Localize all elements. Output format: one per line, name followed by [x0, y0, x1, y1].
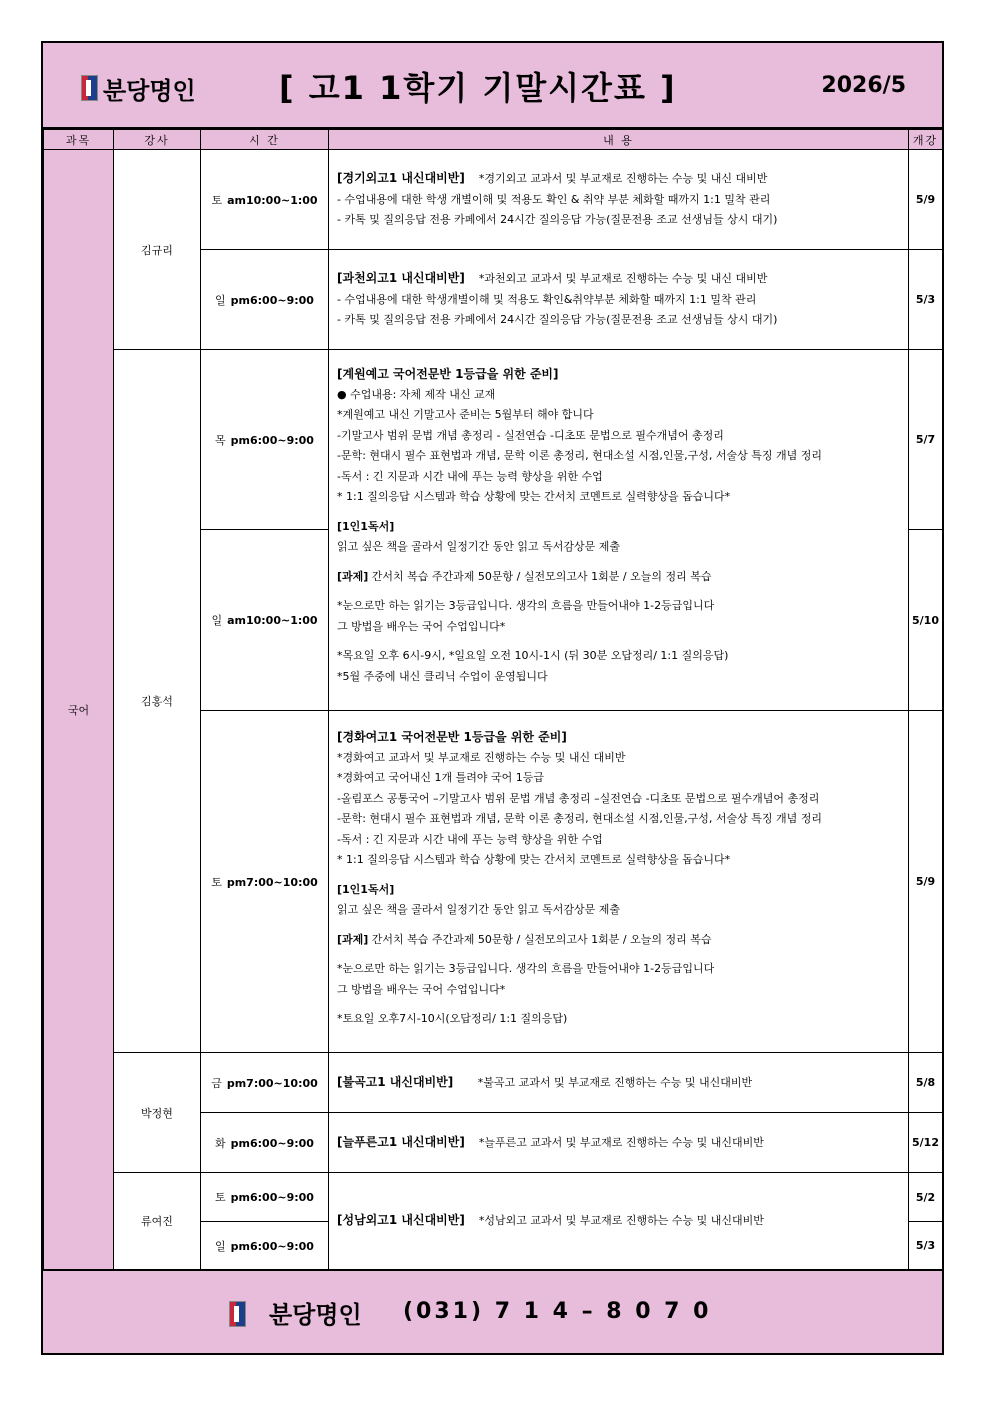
- teacher-name: 박정현: [114, 1053, 201, 1173]
- teacher-name: 김홍석: [114, 350, 201, 1053]
- time-label: am10:00~1:00: [227, 614, 318, 627]
- content-cell: [329, 350, 909, 711]
- day-label: 목: [215, 433, 226, 447]
- content-line: *경화여고 교과서 및 부교재로 진행하는 수능 및 내신 대비반: [337, 750, 626, 764]
- content-line: - 수업내용에 대한 학생 개별이해 및 적용도 확인 & 취약 부분 체화할 때까지 1:1 밀착 관리: [337, 192, 771, 206]
- content-line: -기말고사 범위 문법 개념 총정리 - 실전연습 -디초또 문법으로 필수개념어 총정리: [337, 428, 724, 442]
- header-brand: 분당명인: [103, 77, 196, 105]
- col-header-subject: 과목: [44, 130, 114, 150]
- time-label: pm6:00~9:00: [230, 1136, 314, 1150]
- col-header-teacher: 강사: [114, 130, 201, 150]
- class-title: [경기외고1 내신대비반]: [337, 171, 465, 186]
- start-date: 5/7: [909, 350, 943, 530]
- schedule-line: *목요일 오후 6시-9시, *일요일 오전 10시-1시 (뒤 30분 오답정리/ 1:1 질의응답): [337, 649, 729, 662]
- time-cell: [201, 1053, 329, 1113]
- content-line: * 1:1 질의응답 시스템과 학습 상황에 맞는 간서치 코멘트로 실력향상을 돕습니다*: [337, 853, 731, 866]
- brand-logo-icon: [81, 75, 98, 101]
- class-title: [성남외고1 내신대비반]: [337, 1213, 465, 1228]
- start-date: 5/9: [909, 711, 943, 1053]
- brand-logo-icon: [229, 1301, 246, 1327]
- class-summary: *과천외고 교과서 및 부교재로 진행하는 수능 및 내신 대비반: [478, 272, 768, 286]
- time-label: am10:00~1:00: [227, 193, 318, 207]
- reading-text: 읽고 싶은 책을 골라서 일정기간 동안 읽고 독서감상문 제출: [337, 903, 620, 916]
- time-label: pm6:00~9:00: [230, 1239, 314, 1253]
- day-label: 일: [215, 293, 226, 307]
- start-date: 5/3: [909, 1222, 943, 1270]
- class-title: [경화여고1 국어전문반 1등급을 위한 준비]: [337, 730, 567, 744]
- time-label: pm7:00~10:00: [226, 875, 318, 889]
- task-text: 간서치 복습 주간과제 50문항 / 실전모의고사 1회분 / 오늘의 정리 복습: [368, 932, 712, 946]
- note-line: 그 방법을 배우는 국어 수업입니다*: [337, 619, 506, 633]
- day-label: 금: [211, 1076, 222, 1090]
- task-text: 간서치 복습 주간과제 50문항 / 실전모의고사 1회분 / 오늘의 정리 복습: [368, 569, 712, 583]
- note-line: *눈으로만 하는 읽기는 3등급입니다. 생각의 흐름을 만들어내야 1-2등급입니다: [337, 599, 715, 612]
- content-line: -독서 : 긴 지문과 시간 내에 푸는 능력 향상을 위한 수업: [337, 469, 603, 483]
- time-cell: [201, 1222, 329, 1270]
- start-date: 5/10: [909, 530, 943, 711]
- time-label: pm6:00~9:00: [230, 293, 314, 307]
- class-summary: *늘푸른고 교과서 및 부교재로 진행하는 수능 및 내신대비반: [478, 1135, 764, 1149]
- content-line: - 수업내용에 대한 학생개별이해 및 적용도 확인&취약부분 체화할 때까지 1:1 밀착 관리: [337, 292, 757, 306]
- reading-text: 읽고 싶은 책을 골라서 일정기간 동안 읽고 독서감상문 제출: [337, 540, 620, 553]
- header-date: 2026/5: [821, 73, 906, 98]
- content-cell: [329, 250, 909, 350]
- time-label: pm6:00~9:00: [230, 433, 314, 447]
- reading-title: [1인1독서]: [337, 882, 395, 896]
- task-label: [과제]: [337, 569, 369, 583]
- time-cell: [201, 530, 329, 711]
- class-title: [늘푸른고1 내신대비반]: [337, 1134, 465, 1149]
- note-line: *눈으로만 하는 읽기는 3등급입니다. 생각의 흐름을 만들어내야 1-2등급입니다: [337, 962, 715, 975]
- time-cell: [201, 250, 329, 350]
- subject-cell: 국어: [44, 150, 114, 1270]
- time-cell: [201, 150, 329, 250]
- content-cell: [329, 1113, 909, 1173]
- day-label: 토: [215, 1191, 226, 1204]
- footer-brand: 분당명인: [269, 1301, 362, 1329]
- class-title: [계원예고 국어전문반 1등급을 위한 준비]: [337, 367, 559, 381]
- time-cell: [201, 711, 329, 1053]
- table-row: [44, 350, 943, 530]
- content-line: * 1:1 질의응답 시스템과 학습 상황에 맞는 간서치 코멘트로 실력향상을 돕습니다*: [337, 490, 731, 503]
- footer: [43, 1269, 942, 1353]
- time-cell: [201, 350, 329, 530]
- class-title: [불곡고1 내신대비반]: [337, 1074, 454, 1089]
- content-cell: [329, 1053, 909, 1113]
- time-cell: [201, 1113, 329, 1173]
- table-row: [44, 1053, 943, 1113]
- start-date: 5/2: [909, 1173, 943, 1222]
- schedule-line: *5월 주중에 내신 클리닉 수업이 운영됩니다: [337, 669, 548, 683]
- start-date: 5/3: [909, 250, 943, 350]
- page-title: [ 고1 1학기 기말시간표 ]: [279, 69, 677, 107]
- class-summary: *경기외고 교과서 및 부교재로 진행하는 수능 및 내신 대비반: [478, 172, 768, 186]
- col-header-content: 내 용: [329, 130, 909, 150]
- task-label: [과제]: [337, 932, 369, 946]
- start-date: 5/9: [909, 150, 943, 250]
- footer-phone: (031) 7 1 4 – 8 0 7 0: [403, 1299, 712, 1324]
- teacher-name: 김규리: [114, 150, 201, 350]
- start-date: 5/12: [909, 1113, 943, 1173]
- day-label: 토: [211, 193, 223, 207]
- time-cell: [201, 1173, 329, 1222]
- schedule-line: *토요일 오후7시-10시(오답정리/ 1:1 질의응답): [337, 1012, 568, 1025]
- content-line: -올림포스 공통국어 –기말고사 범위 문법 개념 총정리 –실전연습 -디초또 문법으로 필수개념어 총정리: [337, 791, 820, 805]
- day-label: 일: [215, 1239, 226, 1253]
- content-line: ● 수업내용: 자체 제작 내신 교재: [337, 387, 496, 401]
- day-label: 일: [211, 614, 223, 627]
- content-line: - 카톡 및 질의응답 전용 카페에서 24시간 질의응답 가능(질문전용 조교 선생님들 상시 대기): [337, 313, 778, 327]
- col-header-time: 시 간: [201, 130, 329, 150]
- day-label: 화: [215, 1136, 226, 1150]
- class-summary: *성남외고 교과서 및 부교재로 진행하는 수능 및 내신대비반: [478, 1214, 764, 1228]
- teacher-name: 류여진: [114, 1173, 201, 1270]
- class-summary: *불곡고 교과서 및 부교재로 진행하는 수능 및 내신대비반: [477, 1075, 753, 1089]
- table-row: [44, 1173, 943, 1222]
- timetable-sheet: [41, 41, 944, 1355]
- time-label: pm6:00~9:00: [230, 1191, 314, 1204]
- table-row: [44, 150, 943, 250]
- header: [43, 43, 942, 129]
- content-line: -문학: 현대시 필수 표현법과 개념, 문학 이론 총정리, 현대소설 시점,인물,구성, 서술상 특징 개념 정리: [337, 449, 823, 462]
- content-cell: [329, 1173, 909, 1270]
- day-label: 토: [211, 875, 222, 889]
- content-cell: [329, 150, 909, 250]
- column-header-row: [44, 130, 943, 150]
- content-line: -독서 : 긴 지문과 시간 내에 푸는 능력 향상을 위한 수업: [337, 832, 603, 846]
- note-line: 그 방법을 배우는 국어 수업입니다*: [337, 982, 506, 996]
- schedule-table: [43, 129, 943, 1270]
- reading-title: [1인1독서]: [337, 519, 395, 533]
- content-cell: [329, 711, 909, 1053]
- time-label: pm7:00~10:00: [226, 1076, 318, 1090]
- content-line: -문학: 현대시 필수 표현법과 개념, 문학 이론 총정리, 현대소설 시점,인물,구성, 서술상 특징 개념 정리: [337, 812, 823, 825]
- content-line: *계원예고 내신 기말고사 준비는 5월부터 해야 합니다: [337, 408, 594, 421]
- content-line: *경화여고 국어내신 1개 틀려야 국어 1등급: [337, 771, 544, 784]
- content-line: - 카톡 및 질의응답 전용 카페에서 24시간 질의응답 가능(질문전용 조교 선생님들 상시 대기): [337, 213, 778, 227]
- class-title: [과천외고1 내신대비반]: [337, 271, 465, 286]
- col-header-start: 개강: [909, 130, 943, 150]
- start-date: 5/8: [909, 1053, 943, 1113]
